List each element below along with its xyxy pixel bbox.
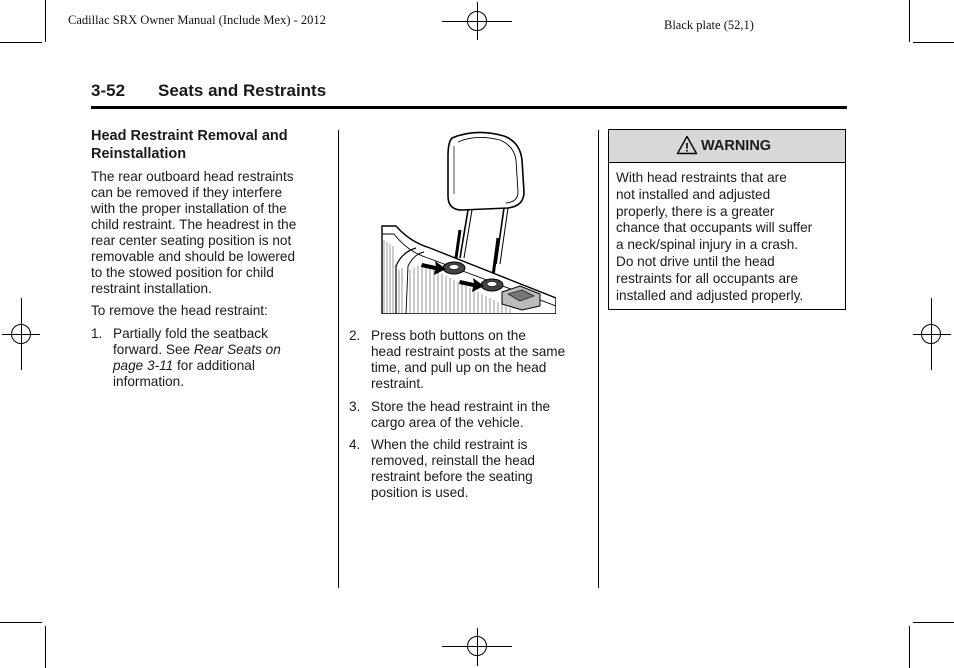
post-guide-left-inner (449, 265, 459, 270)
crop-mark-bottom-right-v (909, 626, 910, 668)
intro-paragraph (91, 169, 331, 297)
column-divider-2 (598, 130, 599, 588)
lead-sentence: To remove the head restraint: (91, 303, 268, 318)
text-line: position is used. (371, 485, 469, 500)
crop-mark-top-right-h (913, 42, 954, 43)
text-line: to the stowed position for child (91, 265, 274, 280)
text-line: Do not drive until the head (616, 253, 775, 269)
text-line: restraint before the seating (371, 469, 533, 484)
running-head-right: Black plate (52,1) (664, 18, 754, 32)
text-line: When the child restraint is (371, 437, 528, 452)
step-4 (349, 437, 589, 503)
text-line: time, and pull up on the head (371, 360, 547, 375)
text-run: for additional (173, 358, 255, 373)
step-text (371, 399, 550, 431)
text-line: cargo area of the vehicle. (371, 415, 524, 430)
text-line: restraints for all occupants are (616, 270, 799, 286)
warning-icon-glyph: ! (685, 140, 689, 155)
step-2 (349, 328, 589, 394)
heading-line: Head Restraint Removal and (91, 128, 288, 144)
step-number: 2. (349, 328, 361, 343)
headrest-post-right (496, 208, 504, 264)
text-line: The rear outboard head restraints (91, 169, 294, 184)
text-line: not installed and adjusted (616, 186, 771, 202)
headrest-cushion (448, 132, 524, 210)
cross-reference[interactable]: page 3-11 (113, 358, 174, 373)
text-line: can be removed if they interfere (91, 185, 283, 200)
text-line: installed and adjusted properly. (616, 287, 804, 303)
step-1 (91, 326, 331, 396)
text-line: information. (113, 374, 185, 389)
column-1 (91, 127, 331, 319)
text-line: chance that occupants will suffer (616, 220, 813, 236)
text-line: Partially fold the seatback (113, 326, 268, 341)
text-line: restraint installation. (91, 281, 212, 296)
step-text (371, 328, 565, 392)
cross-reference[interactable]: Rear Seats on (193, 342, 281, 357)
post-guide-right-inner (487, 282, 497, 287)
text-run: forward. See (113, 342, 194, 357)
headrest-post-left (460, 210, 468, 258)
crop-mark-bottom-left-h (0, 622, 42, 623)
warning-header (609, 130, 845, 163)
step-number: 4. (349, 437, 361, 452)
section-title: Seats and Restraints (158, 81, 327, 100)
text-line: Press both buttons on the (371, 328, 526, 343)
warning-title: WARNING (701, 138, 772, 154)
text-line: removed, reinstall the head (371, 453, 535, 468)
text-line: a neck/spinal injury in a crash. (616, 237, 799, 253)
text-line: restraint. (371, 376, 424, 391)
crop-mark-top-left-h (0, 42, 42, 43)
text-line: With head restraints that are (616, 170, 787, 185)
step-number: 1. (91, 326, 103, 341)
warning-text (616, 170, 842, 304)
subsection-heading (91, 127, 331, 163)
step-number: 3. (349, 399, 361, 414)
text-line: head restraint posts at the same (371, 344, 566, 359)
text-line: child restraint. The headrest in the (91, 217, 297, 232)
crop-mark-top-right-v (909, 0, 910, 42)
column-divider-1 (338, 130, 339, 588)
text-line: rear center seating position is not (91, 233, 292, 248)
crop-mark-top-left-v (45, 0, 46, 42)
section-header (91, 80, 847, 109)
warning-icon (676, 135, 698, 155)
running-head-left: Cadillac SRX Owner Manual (Include Mex) - 2012 (68, 13, 326, 27)
step-3 (349, 399, 589, 433)
crop-mark-bottom-right-h (913, 622, 954, 623)
step-text (113, 326, 281, 390)
text-line (113, 358, 281, 374)
crop-mark-bottom-left-v (45, 626, 46, 668)
text-line: removable and should be lowered (91, 249, 296, 264)
head-restraint-illustration (380, 130, 556, 314)
text-line: Store the head restraint in the (371, 399, 551, 414)
step-text (371, 437, 535, 501)
headrest-post-right (500, 208, 508, 264)
headrest-post-left (464, 210, 472, 258)
text-line (113, 342, 281, 358)
page-number: 3-52 (91, 81, 126, 100)
warning-box (608, 129, 846, 310)
heading-line: Reinstallation (91, 146, 187, 162)
text-line: with the proper installation of the (91, 201, 287, 216)
text-line: properly, there is a greater (616, 203, 775, 219)
